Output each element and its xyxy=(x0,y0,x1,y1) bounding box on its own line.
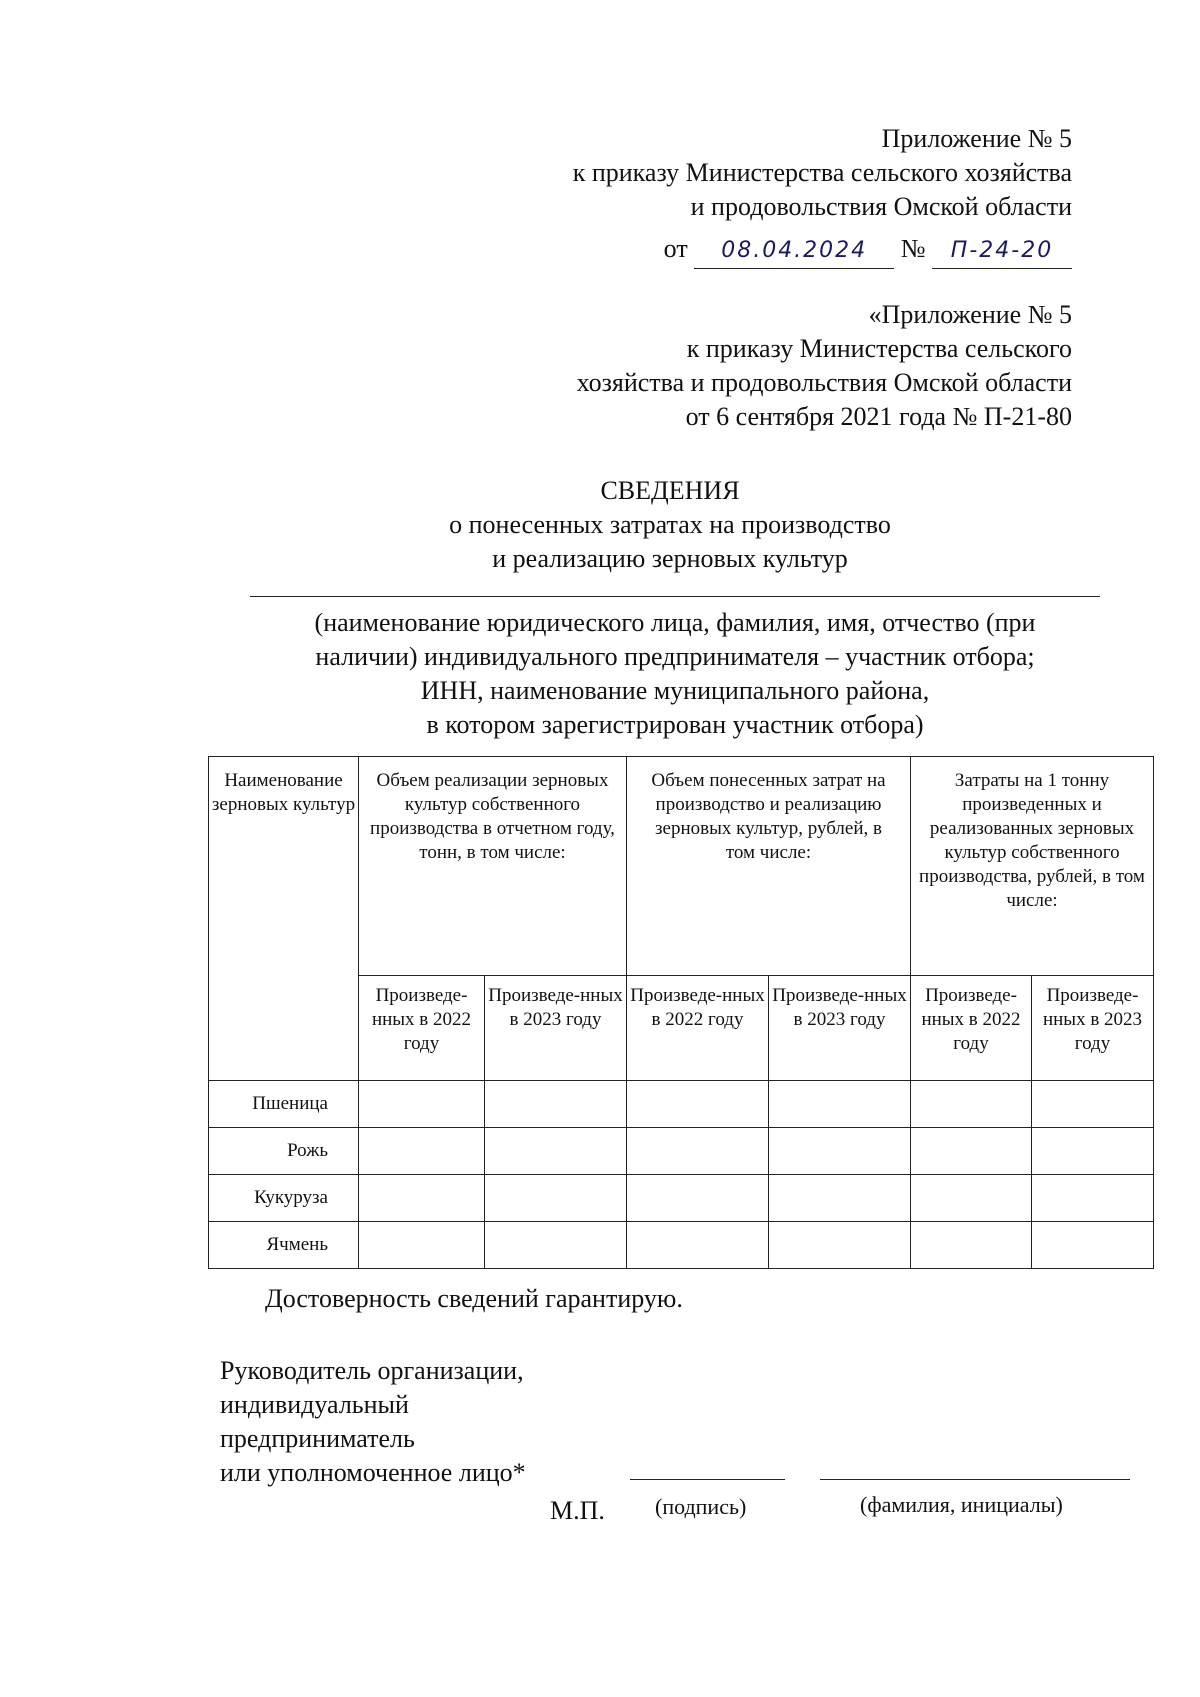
signatory-line-1: Руководитель организации, xyxy=(220,1356,524,1385)
table-cell[interactable] xyxy=(1032,1128,1154,1175)
row-label: Пшеница xyxy=(209,1081,359,1128)
title-line-2: и реализацию зерновых культур xyxy=(492,544,848,573)
number-label: № xyxy=(900,234,926,263)
table-row xyxy=(209,1175,1154,1222)
subheader-5: Произведе-нных в 2022 году xyxy=(911,976,1032,1081)
table-cell[interactable] xyxy=(911,1175,1032,1222)
table-cell[interactable] xyxy=(627,1175,769,1222)
table-cell[interactable] xyxy=(627,1222,769,1269)
appendix-line-1: Приложение № 5 xyxy=(881,124,1072,153)
table-cell[interactable] xyxy=(359,1175,485,1222)
table-cell[interactable] xyxy=(769,1222,911,1269)
appendix-line-3: и продовольствия Омской области xyxy=(690,192,1072,221)
subheader-6: Произведе-нных в 2023 году xyxy=(1032,976,1154,1081)
signatory-line-4: или уполномоченное лицо* xyxy=(220,1458,526,1487)
signatory-line-3: предприниматель xyxy=(220,1424,415,1453)
from-label: от xyxy=(663,234,688,263)
table-row xyxy=(209,1222,1154,1269)
costs-table xyxy=(208,756,1154,1269)
header-cost-per-ton: Затраты на 1 тонну произведенных и реализованных зерновых культур собственного производства, рублей, в том числе: xyxy=(911,757,1154,976)
table-cell[interactable] xyxy=(627,1128,769,1175)
title-line-1: о понесенных затратах на производство xyxy=(449,510,891,539)
table-cell[interactable] xyxy=(1032,1222,1154,1269)
appendix-header xyxy=(573,122,1072,224)
row-label: Ячмень xyxy=(209,1222,359,1269)
caption-line-4: в котором зарегистрирован участник отбора) xyxy=(426,710,924,739)
table-cell[interactable] xyxy=(627,1081,769,1128)
table-cell[interactable] xyxy=(911,1081,1032,1128)
quoted-line-4: от 6 сентября 2021 года № П-21-80 xyxy=(685,402,1072,431)
table-cell[interactable] xyxy=(1032,1081,1154,1128)
header-crop-name: Наименование зерновых культур xyxy=(209,757,359,1081)
quoted-line-3: хозяйства и продовольствия Омской области xyxy=(576,368,1072,397)
order-reference-line xyxy=(664,232,1072,269)
table-cell[interactable] xyxy=(911,1222,1032,1269)
handwritten-date: 08.04.2024 xyxy=(694,234,894,269)
row-label: Рожь xyxy=(209,1128,359,1175)
table-cell[interactable] xyxy=(769,1081,911,1128)
table-row xyxy=(209,1128,1154,1175)
quoted-line-2: к приказу Министерства сельского xyxy=(686,334,1072,363)
table-cell[interactable] xyxy=(485,1081,627,1128)
table-cell[interactable] xyxy=(485,1175,627,1222)
name-caption: (фамилия, инициалы) xyxy=(860,1492,1063,1517)
table-cell[interactable] xyxy=(769,1175,911,1222)
signatory-block xyxy=(220,1354,526,1490)
signature-caption: (подпись) xyxy=(655,1494,747,1519)
header-costs: Объем понесенных затрат на производство и реализацию зерновых культур, рублей, в том числе: xyxy=(627,757,911,976)
caption-line-2: наличии) индивидуального предпринимателя – участник отбора; xyxy=(315,642,1035,671)
table-cell[interactable] xyxy=(359,1081,485,1128)
quoted-line-1: «Приложение № 5 xyxy=(868,300,1072,329)
caption-line-3: ИНН, наименование муниципального района, xyxy=(420,676,930,705)
stamp-label: М.П. xyxy=(550,1496,605,1525)
subheader-1: Произведе-нных в 2022 году xyxy=(359,976,485,1081)
appendix-line-2: к приказу Министерства сельского хозяйства xyxy=(572,158,1072,187)
signature-line xyxy=(630,1479,785,1480)
applicant-fill-line xyxy=(250,596,1100,597)
subheader-2: Произведе-нных в 2023 году xyxy=(485,976,627,1081)
table-cell[interactable] xyxy=(485,1128,627,1175)
table-cell[interactable] xyxy=(359,1128,485,1175)
table-cell[interactable] xyxy=(485,1222,627,1269)
applicant-caption xyxy=(250,606,1100,742)
title-heading: СВЕДЕНИЯ xyxy=(600,476,740,505)
signatory-line-2: индивидуальный xyxy=(220,1390,409,1419)
table-cell[interactable] xyxy=(1032,1175,1154,1222)
subheader-3: Произведе-нных в 2022 году xyxy=(627,976,769,1081)
name-line xyxy=(820,1479,1130,1480)
table-row xyxy=(209,1081,1154,1128)
caption-line-1: (наименование юридического лица, фамилия, имя, отчество (при xyxy=(314,608,1036,637)
table-cell[interactable] xyxy=(911,1128,1032,1175)
table-cell[interactable] xyxy=(769,1128,911,1175)
handwritten-number: П-24-20 xyxy=(932,234,1072,269)
table-cell[interactable] xyxy=(359,1222,485,1269)
quoted-appendix xyxy=(577,298,1072,434)
row-label: Кукуруза xyxy=(209,1175,359,1222)
document-title xyxy=(250,474,1090,576)
guarantee-statement: Достоверность сведений гарантирую. xyxy=(265,1284,683,1313)
subheader-4: Произведе-нных в 2023 году xyxy=(769,976,911,1081)
header-sales-volume: Объем реализации зерновых культур собственного производства в отчетном году, тонн, в том числе: xyxy=(359,757,627,976)
